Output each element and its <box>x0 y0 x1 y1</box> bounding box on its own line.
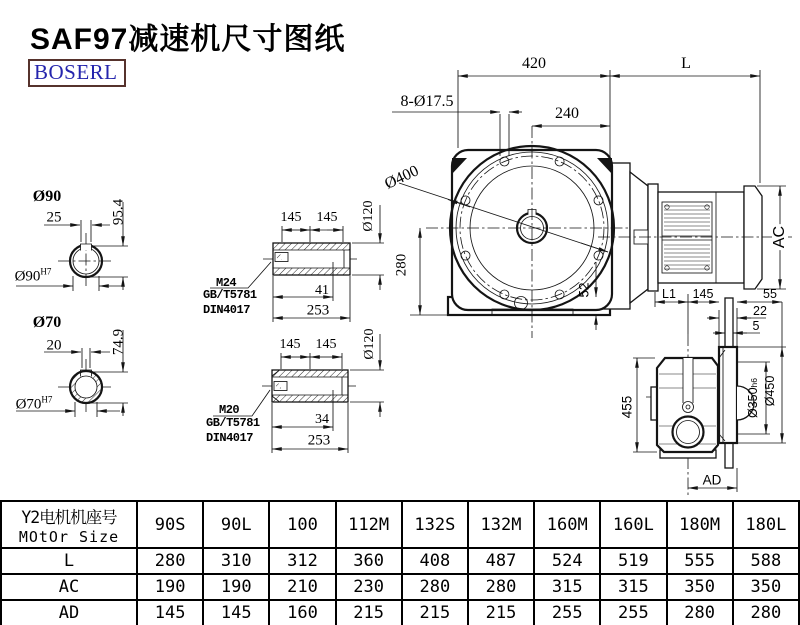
brand-logo: BOSERL <box>28 59 126 87</box>
cell-ad-4: 215 <box>402 600 468 625</box>
cell-ad-9: 280 <box>733 600 799 625</box>
cell-ad-1: 145 <box>203 600 269 625</box>
table-row-ad <box>1 600 799 625</box>
dim-shaft1-145a: 145 <box>280 210 302 225</box>
dim-shaft1-41: 41 <box>315 283 329 298</box>
cell-l-8: 555 <box>667 548 733 574</box>
cell-ad-0: 145 <box>137 600 203 625</box>
dim-bolt-holes: 8-Ø17.5 <box>400 93 454 110</box>
cell-ac-9: 350 <box>733 574 799 600</box>
cell-ac-1: 190 <box>203 574 269 600</box>
cell-ad-8: 280 <box>667 600 733 625</box>
cell-l-2: 312 <box>269 548 335 574</box>
cell-l-1: 310 <box>203 548 269 574</box>
table-header-cell <box>1 501 137 548</box>
dim-height-280: 280 <box>393 253 410 277</box>
cell-l-6: 524 <box>534 548 600 574</box>
cell-ac-8: 350 <box>667 574 733 600</box>
cell-ac-5: 280 <box>468 574 534 600</box>
row-label-ac: AC <box>1 574 137 600</box>
label-thread-m24: M24 <box>216 276 237 290</box>
cell-l-4: 408 <box>402 548 468 574</box>
cell-ac-7: 315 <box>600 574 666 600</box>
dim-bore90-h7: $Ø90^{H7}$ <box>14 266 52 285</box>
dim-shaft1-145b: 145 <box>316 210 338 225</box>
cell-l-3: 360 <box>336 548 402 574</box>
dim-dia70: Ø70 <box>32 314 62 331</box>
dim-shaft2-34: 34 <box>315 412 329 427</box>
label-std-gb-1: GB/T5781 <box>203 288 257 302</box>
cell-l-0: 280 <box>137 548 203 574</box>
dim-shaft1-253: 253 <box>306 302 330 319</box>
dim-22: 22 <box>753 303 767 318</box>
dim-shaft1-dia120: Ø120 <box>361 200 376 232</box>
col-160l: 160L <box>600 501 666 548</box>
col-180m: 180M <box>667 501 733 548</box>
dim-flange-dia400: Ø400 <box>382 162 422 193</box>
label-thread-m20: M20 <box>219 403 240 417</box>
dim-width-420: 420 <box>522 55 546 72</box>
cell-ad-3: 215 <box>336 600 402 625</box>
dim-shaft2-253: 253 <box>307 432 331 449</box>
table-row-l <box>1 548 799 574</box>
table-header-row <box>1 501 799 548</box>
table-header-cn: Y2电机机座号 <box>21 507 117 527</box>
col-90s: 90S <box>137 501 203 548</box>
dim-flange-od450: Ø450 <box>762 375 777 407</box>
dim-base-52: 52 <box>576 282 592 298</box>
col-132s: 132S <box>402 501 468 548</box>
label-std-gb-2: GB/T5781 <box>206 416 260 430</box>
col-132m: 132M <box>468 501 534 548</box>
col-90l: 90L <box>203 501 269 548</box>
dim-shaft2-145a: 145 <box>279 337 301 352</box>
dim-motor-length-L: L <box>681 55 691 72</box>
row-label-l: L <box>1 548 137 574</box>
label-std-din-1: DIN4017 <box>203 303 250 317</box>
dim-shaft2-dia120: Ø120 <box>362 328 377 360</box>
dim-55: 55 <box>763 286 777 301</box>
motor-size-table <box>0 500 800 625</box>
page-title: SAF97减速机尺寸图纸 <box>30 23 346 56</box>
dim-l1: L1 <box>662 286 676 301</box>
dim-dia90: Ø90 <box>32 188 62 205</box>
col-160m: 160M <box>534 501 600 548</box>
cell-ad-2: 160 <box>269 600 335 625</box>
row-label-ad: AD <box>1 600 137 625</box>
dim-keywidth-25: 25 <box>46 209 62 226</box>
cell-l-7: 519 <box>600 548 666 574</box>
dim-keywidth-20: 20 <box>46 337 62 354</box>
cell-ac-4: 280 <box>402 574 468 600</box>
dim-height-455: 455 <box>619 395 635 419</box>
col-100: 100 <box>269 501 335 548</box>
cell-ac-3: 230 <box>336 574 402 600</box>
dim-240: 240 <box>555 105 579 122</box>
col-180l: 180L <box>733 501 799 548</box>
cell-ad-5: 215 <box>468 600 534 625</box>
cell-ac-6: 315 <box>534 574 600 600</box>
cell-ac-2: 210 <box>269 574 335 600</box>
dim-keydepth-95-4: 95.4 <box>110 198 127 226</box>
dim-ad: AD <box>702 472 722 488</box>
dim-motor-ac: AC <box>771 225 788 249</box>
table-header-en: MOtOr Size <box>18 527 120 546</box>
label-std-din-2: DIN4017 <box>206 431 253 445</box>
cell-l-9: 588 <box>733 548 799 574</box>
dim-spigot-dia350h6: Ø350h6 <box>745 377 760 419</box>
dim-bore70-h7: $Ø70^{H7}$ <box>15 394 53 413</box>
dim-shaft2-145b: 145 <box>315 337 337 352</box>
dim-keydepth-74-9: 74.9 <box>110 328 127 356</box>
table-row-ac <box>1 574 799 600</box>
dim-145-right: 145 <box>692 286 714 301</box>
dim-5: 5 <box>752 318 760 333</box>
cell-ad-7: 255 <box>600 600 666 625</box>
col-112m: 112M <box>336 501 402 548</box>
cell-l-5: 487 <box>468 548 534 574</box>
cell-ac-0: 190 <box>137 574 203 600</box>
cell-ad-6: 255 <box>534 600 600 625</box>
